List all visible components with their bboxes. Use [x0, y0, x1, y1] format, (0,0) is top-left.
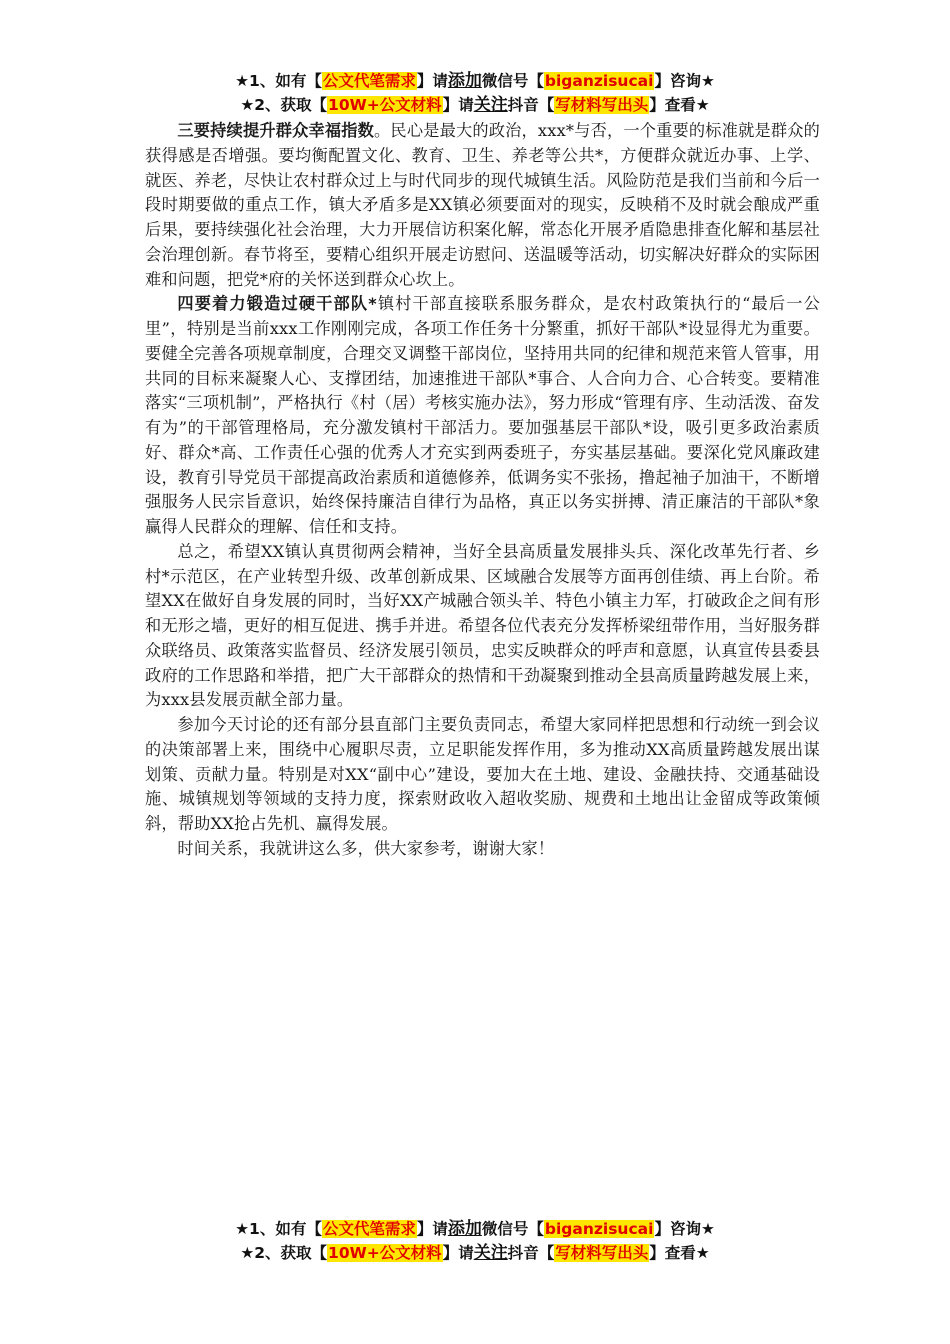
banner-text: 】请: [442, 96, 474, 114]
banner-text: 抖音【: [507, 1244, 555, 1262]
paragraph-text: 。民心是最大的政治，xxx*与否，一个重要的标准就是群众的获得感是否增强。要均衡配置文化、教育、卫生、养老等公共*，方便群众就近办事、上学、就医、养老，尽快让农村群众过上与时代同步的现代城镇生活。风险防范是我们当前和今后一段时期要做的重点工作，镇大矛盾多是XX镇必须要面对的现实，反映稍不及时就会酿成严重后果，要持续强化社会治理，大力开展信访积案化解，常态化开展矛盾隐患排查化解和基层社会治理创新。春节将至，要精心组织开展走访慰问、送温暖等活动，切实解决好群众的实际困难和问题，把党*府的关怀送到群众心坎上。: [145, 121, 821, 289]
banner-text: 微信号【: [481, 1220, 544, 1238]
banner-highlight: 10W+公文材料: [328, 96, 442, 114]
banner-text: 】请: [442, 1244, 474, 1262]
paragraph-3: [145, 540, 820, 713]
paragraph-text: 镇村干部直接联系服务群众，是农村政策执行的“最后一公里”，特别是当前xxx工作刚刚完成，各项工作任务十分繁重，抓好干部队*设显得尤为重要。要健全完善各项规章制度，合理交叉调整干部岗位，坚持用共同的纪律和规范来管人管事，用共同的目标来凝聚人心、支撑团结，加速推进干部队*事合、人合向力合、心合转变。要精准落实“三项机制”，严格执行《村（居）考核实施办法》，努力形成“管理有序、生动活泼、奋发有为”的干部管理格局，充分激发镇村干部活力。要加强基层干部队*设，吸引更多政治素质好、群众*高、工作责任心强的优秀人才充实到两委班子，夯实基层基础。要深化党风廉政建设，教育引导党员干部提高政治素质和道德修养，低调务实不张扬，撸起袖子加油干，不断增强服务人民宗旨意识，始终保持廉洁自律行为品格，真正以务实拼搏、清正廉洁的干部队*象赢得人民群众的理解、信任和支持。: [145, 294, 820, 536]
paragraph-2: [145, 292, 820, 540]
banner-highlight: biganzisucai: [544, 1220, 654, 1238]
paragraph-1: [145, 119, 820, 292]
banner-text: ★2、获取【: [240, 1244, 328, 1262]
paragraph-text: 时间关系，我就讲这么多，供大家参考，谢谢大家！: [177, 838, 555, 858]
banner-text: ★1、如有【: [235, 72, 322, 90]
banner-highlight: biganzisucai: [544, 72, 654, 90]
banner-text: 】请: [416, 72, 448, 90]
paragraph-text: 总之，希望XX镇认真贯彻两会精神，当好全县高质量发展排头兵、深化改革先行者、乡村*示范区，在产业转型升级、改革创新成果、区域融合发展等方面再创佳绩、再上台阶。希望XX在做好自身发展的同时，当好XX产城融合领头羊、特色小镇主力军，打破政企之间有形和无形之墙，更好的相互促进、携手并进。希望各位代表充分发挥桥梁纽带作用，当好服务群众联络员、政策落实监督员、经济发展引领员，忠实反映群众的呼声和意愿，认真宣传县委县政府的工作思路和举措，把广大干部群众的热情和干劲凝聚到推动全县高质量跨越发展上来，为xxx县发展贡献全部力量。: [145, 541, 820, 710]
banner-emphasis: 添加: [447, 71, 482, 91]
banner-emphasis: 关注: [473, 95, 508, 115]
header-banner: [0, 69, 950, 117]
banner-text: 】请: [416, 1220, 448, 1238]
paragraph-5: [145, 837, 820, 862]
banner-text: ★2、获取【: [240, 96, 328, 114]
paragraph-lead: 三要持续提升群众幸福指数: [177, 121, 375, 140]
banner-highlight: 10W+公文材料: [328, 1244, 442, 1262]
banner-line-1: [0, 1217, 950, 1241]
banner-highlight: 写材料写出头: [555, 96, 649, 114]
banner-text: 】查看★: [649, 1244, 710, 1262]
banner-highlight: 公文代笔需求: [322, 72, 416, 90]
paragraph-text: 参加今天讨论的还有部分县直部门主要负责同志，希望大家同样把思想和行动统一到会议的决策部署上来，围绕中心履职尽责，立足职能发挥作用，多为推动XX高质量跨越发展出谋划策、贡献力量。特别是对XX“副中心”建设，要加大在土地、建设、金融扶持、交通基础设施、城镇规划等领域的支持力度，探索财政收入超收奖励、规费和土地出让金留成等政策倾斜，帮助XX抢占先机、赢得发展。: [145, 715, 820, 833]
banner-highlight: 公文代笔需求: [322, 1220, 416, 1238]
banner-line-2: [0, 1241, 950, 1265]
banner-text: 抖音【: [507, 96, 555, 114]
banner-highlight: 写材料写出头: [555, 1244, 649, 1262]
banner-text: 】咨询★: [654, 1220, 715, 1238]
banner-text: 微信号【: [481, 72, 544, 90]
banner-line-1: [0, 69, 950, 93]
banner-text: 】咨询★: [654, 72, 715, 90]
footer-banner: [0, 1217, 950, 1265]
banner-line-2: [0, 93, 950, 117]
banner-emphasis: 关注: [473, 1243, 508, 1263]
paragraph-lead: 四要着力锻造过硬干部队*: [177, 294, 377, 314]
banner-text: 】查看★: [649, 96, 710, 114]
banner-emphasis: 添加: [447, 1219, 482, 1239]
document-body: [145, 119, 820, 862]
banner-text: ★1、如有【: [235, 1220, 322, 1238]
paragraph-4: [145, 713, 820, 837]
